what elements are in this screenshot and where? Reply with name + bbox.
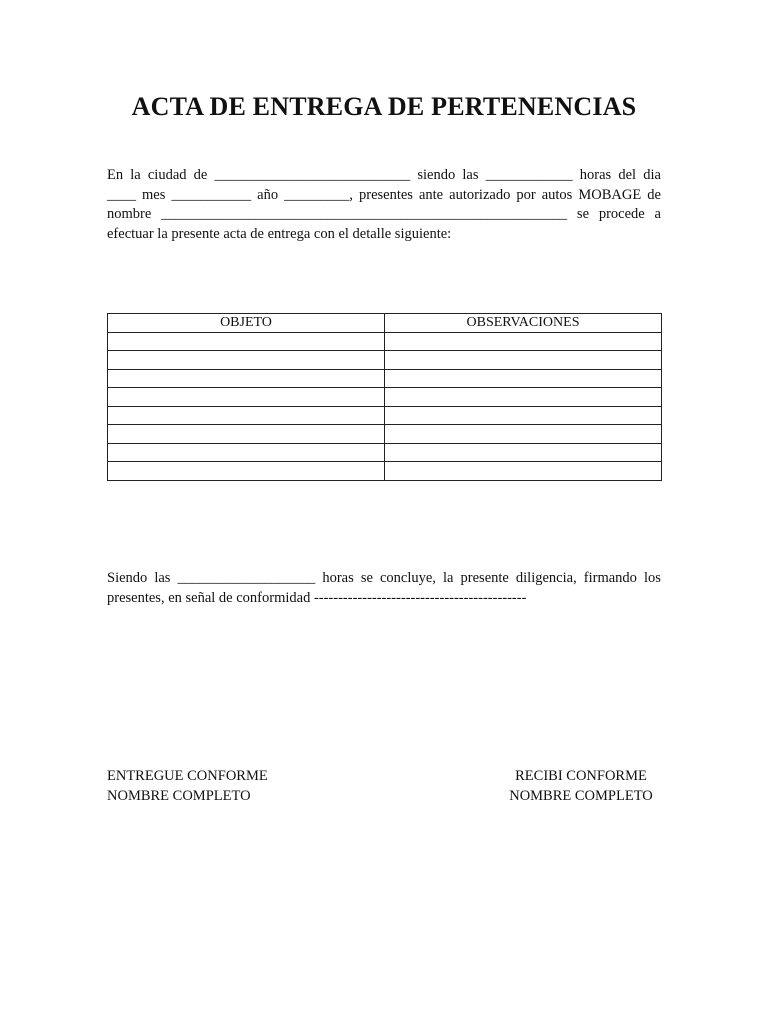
intro-word: autos: [541, 186, 573, 203]
cell-objeto[interactable]: [108, 351, 385, 370]
cell-observaciones[interactable]: [385, 462, 662, 481]
intro-word: ___________: [171, 186, 252, 203]
intro-word: horas: [579, 167, 612, 183]
items-table: [107, 313, 662, 481]
table-row: [108, 332, 662, 351]
intro-word: año: [257, 186, 279, 203]
cell-objeto[interactable]: [108, 332, 385, 351]
cell-observaciones[interactable]: [385, 351, 662, 370]
table-row: [108, 462, 662, 481]
intro-word: autorizado: [449, 186, 511, 203]
cell-objeto[interactable]: [108, 462, 385, 481]
intro-word: presentes: [359, 186, 413, 203]
closing-paragraph: [107, 569, 661, 608]
intro-word: _________,: [284, 186, 353, 203]
cell-objeto[interactable]: [108, 369, 385, 388]
intro-word: por: [516, 186, 536, 203]
cell-objeto[interactable]: [108, 443, 385, 462]
cell-observaciones[interactable]: [385, 369, 662, 388]
closing-word: horas: [322, 570, 354, 586]
closing-word: las: [154, 570, 171, 586]
intro-word: de: [193, 167, 208, 183]
intro-word: En: [107, 167, 124, 183]
intro-word: ciudad: [147, 167, 187, 183]
intro-word: MOBAGE: [578, 186, 642, 203]
table-row: [108, 406, 662, 425]
closing-word: firmando: [583, 570, 637, 586]
intro-word: ________________________________________________________: [161, 206, 568, 222]
intro-paragraph: [107, 166, 661, 244]
intro-word: dia: [643, 167, 661, 183]
closing-word: ___________________: [177, 570, 316, 586]
cell-objeto[interactable]: [108, 388, 385, 407]
intro-word: ____: [107, 186, 136, 203]
intro-word: mes: [142, 186, 166, 203]
signature-block-delivered: [107, 766, 268, 806]
column-header-observaciones: OBSERVACIONES: [385, 314, 662, 333]
cell-observaciones[interactable]: [385, 443, 662, 462]
table-row: [108, 369, 662, 388]
signature-name-received: NOMBRE COMPLETO: [509, 788, 653, 804]
intro-line: [107, 186, 661, 206]
cell-observaciones[interactable]: [385, 388, 662, 407]
signature-name-delivered: NOMBRE COMPLETO: [107, 788, 251, 804]
signature-label-delivered: ENTREGUE CONFORME: [107, 768, 268, 784]
cell-objeto[interactable]: [108, 425, 385, 444]
closing-line: [107, 569, 661, 589]
intro-word: del: [618, 167, 637, 183]
closing-word: se: [360, 570, 373, 586]
intro-word: la: [130, 167, 141, 183]
closing-word: diligencia,: [515, 570, 577, 586]
table-row: [108, 388, 662, 407]
signature-block-received: [500, 766, 662, 806]
table-row: [108, 443, 662, 462]
intro-line: [107, 205, 661, 225]
closing-word: concluye,: [379, 570, 436, 586]
intro-word: nombre: [107, 206, 152, 222]
column-header-objeto: OBJETO: [108, 314, 385, 333]
intro-word: ___________________________: [214, 167, 411, 183]
intro-word: se: [576, 206, 590, 222]
cell-observaciones[interactable]: [385, 332, 662, 351]
closing-word: Siendo: [107, 570, 148, 586]
table-body: [108, 332, 662, 480]
intro-word: procede: [598, 206, 645, 222]
table-row: [108, 351, 662, 370]
intro-word: ____________: [485, 167, 573, 183]
intro-word: de: [647, 186, 661, 203]
document-title: ACTA DE ENTREGA DE PERTENENCIAS: [131, 92, 637, 121]
table-row: [108, 425, 662, 444]
closing-line: presentes, en señal de conformidad --------------------------------------------: [107, 589, 527, 606]
cell-objeto[interactable]: [108, 406, 385, 425]
signature-label-received: RECIBI CONFORME: [515, 768, 647, 784]
closing-word: los: [643, 570, 661, 586]
cell-observaciones[interactable]: [385, 425, 662, 444]
intro-line: efectuar la presente acta de entrega con el detalle siguiente:: [107, 225, 452, 242]
intro-word: a: [654, 206, 661, 222]
cell-observaciones[interactable]: [385, 406, 662, 425]
intro-line: [107, 166, 661, 186]
table-header-row: [108, 314, 662, 333]
intro-word: ante: [418, 186, 444, 203]
intro-word: siendo: [417, 167, 456, 183]
intro-word: las: [462, 167, 479, 183]
closing-word: la: [443, 570, 454, 586]
closing-word: presente: [460, 570, 509, 586]
